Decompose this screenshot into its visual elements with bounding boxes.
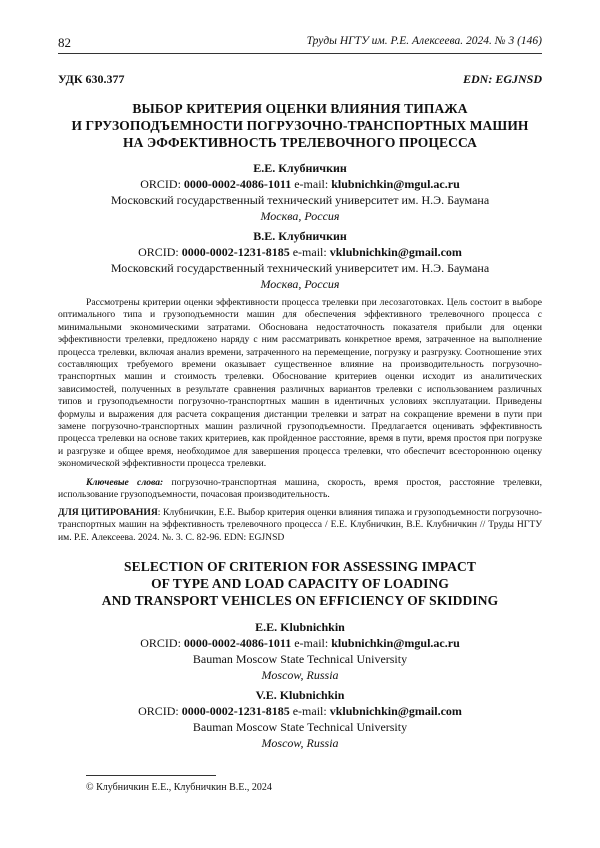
author-city: Moscow, Russia bbox=[261, 736, 339, 750]
author-name: В.Е. Клубничкин bbox=[253, 229, 347, 243]
page-number: 82 bbox=[58, 35, 71, 50]
author-contacts bbox=[58, 244, 542, 260]
author-city: Москва, Россия bbox=[260, 209, 340, 223]
keywords-label: Ключевые слова: bbox=[86, 477, 164, 488]
author-contacts bbox=[58, 703, 542, 719]
ru-citation bbox=[58, 507, 542, 544]
footnote-rule bbox=[86, 775, 216, 776]
ru-title-line: ВЫБОР КРИТЕРИЯ ОЦЕНКИ ВЛИЯНИЯ ТИПАЖА bbox=[132, 101, 468, 116]
keywords-text: погрузочно-транспортная машина, скорость, время простоя, расстояние трелевки, использование грузоподъемности, почасовая производительность. bbox=[58, 477, 542, 501]
udk-code: УДК 630.377 bbox=[58, 72, 125, 86]
email-label: e-mail: bbox=[294, 636, 329, 650]
author-city: Moscow, Russia bbox=[261, 668, 339, 682]
edn-code: EDN: EGJNSD bbox=[462, 72, 542, 86]
citation-label: ДЛЯ ЦИТИРОВАНИЯ bbox=[58, 507, 158, 518]
orcid-label: ORCID: bbox=[140, 636, 181, 650]
author-affiliation: Московский государственный технический университет им. Н.Э. Баумана bbox=[110, 193, 490, 207]
author-contacts bbox=[58, 176, 542, 192]
author-name: E.E. Klubnichkin bbox=[255, 620, 345, 634]
author-affiliation: Bauman Moscow State Technical University bbox=[192, 720, 408, 734]
en-title-line: SELECTION OF CRITERION FOR ASSESSING IMPACT bbox=[124, 559, 476, 574]
running-header bbox=[58, 35, 542, 53]
author-affiliation: Московский государственный технический университет им. Н.Э. Баумана bbox=[110, 261, 490, 275]
ru-author-1 bbox=[58, 160, 542, 224]
paper-page bbox=[58, 0, 542, 848]
author-name: Е.Е. Клубничкин bbox=[253, 161, 347, 175]
orcid-id: 0000-0002-1231-8185 bbox=[181, 704, 290, 718]
citation-text: : Клубничкин, Е.Е. Выбор критерия оценки влияния типажа и грузоподъемности погрузочно-транспортных машин на эффективность трелевочного процесса / Е.Е. Клубничкин, В.Е. Клубничкин // Труды НГТУ им. Р.Е. Алексеева. 2024. №. 3. С. 82-96. EDN: EGJNSD bbox=[58, 507, 542, 543]
orcid-id: 0000-0002-4086-1011 bbox=[183, 177, 292, 191]
ru-title-line: НА ЭФФЕКТИВНОСТЬ ТРЕЛЕВОЧНОГО ПРОЦЕССА bbox=[123, 135, 477, 150]
copyright-footnote: © Клубничкин Е.Е., Клубничкин В.Е., 2024 bbox=[86, 782, 272, 793]
header-rule bbox=[58, 53, 542, 54]
ru-title bbox=[58, 100, 542, 151]
author-name: V.E. Klubnichkin bbox=[255, 688, 345, 702]
email-address: klubnichkin@mgul.ac.ru bbox=[331, 177, 460, 191]
email-label: e-mail: bbox=[294, 177, 329, 191]
en-author-1 bbox=[58, 619, 542, 683]
orcid-id: 0000-0002-4086-1011 bbox=[183, 636, 292, 650]
ru-abstract: Рассмотрены критерии оценки эффективности процесса трелевки при лесозаготовках. Цель состоит в выборе оптимального типа и грузоподъемности машин для обеспечения эффективного трелевочного процесса с минимальными экономическими затратами. Обоснована недостаточность показателя прибыли для оценки эффективности трелевки, предложено наряду с ним рассматривать конкретное время, затраченное на выполнение процесса трелевки, включая анализ времени, затраченного на перемещение, погрузку и разгрузку. Соотношение этих составляющих требуемого времени оказывает существенное влияние на производительность погрузочно-транспортных машин и стоимость трелевки. Обоснование критериев оценки исходит из аналитических зависимостей, полученных в результате сравнения различных вариантов трелевки с использованием различных типов и грузоподъемности погрузочно-транспортных машин в идентичных условиях эксплуатации. Приведены формулы и выражения для расчета сокращения дистанции трелевки и затрат на сокращение времени в пути при замене погрузочно-транспортных машин различной грузоподъемности. Предлагается оценивать эффективность процесса трелевки на основе таких критериев, как пройденное расстояние, время в пути, время простоя при погрузке и разгрузке и общее время, необходимое для завершения процесса трелевки, что обеспечит всестороннюю оценку экономической эффективности процесса трелевки. bbox=[58, 297, 542, 470]
email-address: vklubnichkin@gmail.com bbox=[329, 245, 462, 259]
en-title-line: OF TYPE AND LOAD CAPACITY OF LOADING bbox=[151, 576, 449, 591]
ru-title-line: И ГРУЗОПОДЪЕМНОСТИ ПОГРУЗОЧНО-ТРАНСПОРТНЫХ МАШИН bbox=[71, 118, 529, 133]
email-label: e-mail: bbox=[292, 245, 327, 259]
orcid-label: ORCID: bbox=[138, 704, 179, 718]
orcid-label: ORCID: bbox=[138, 245, 179, 259]
en-title bbox=[58, 558, 542, 609]
orcid-id: 0000-0002-1231-8185 bbox=[181, 245, 290, 259]
email-address: klubnichkin@mgul.ac.ru bbox=[331, 636, 460, 650]
en-author-2 bbox=[58, 687, 542, 751]
journal-reference: Труды НГТУ им. Р.Е. Алексеева. 2024. № 3 (146) bbox=[306, 35, 542, 47]
email-label: e-mail: bbox=[292, 704, 327, 718]
ru-keywords bbox=[58, 477, 542, 502]
author-contacts bbox=[58, 635, 542, 651]
en-title-line: AND TRANSPORT VEHICLES ON EFFICIENCY OF SKIDDING bbox=[101, 593, 499, 608]
author-affiliation: Bauman Moscow State Technical University bbox=[192, 652, 408, 666]
ru-author-2 bbox=[58, 228, 542, 292]
email-address: vklubnichkin@gmail.com bbox=[329, 704, 462, 718]
author-city: Москва, Россия bbox=[260, 277, 340, 291]
orcid-label: ORCID: bbox=[140, 177, 181, 191]
